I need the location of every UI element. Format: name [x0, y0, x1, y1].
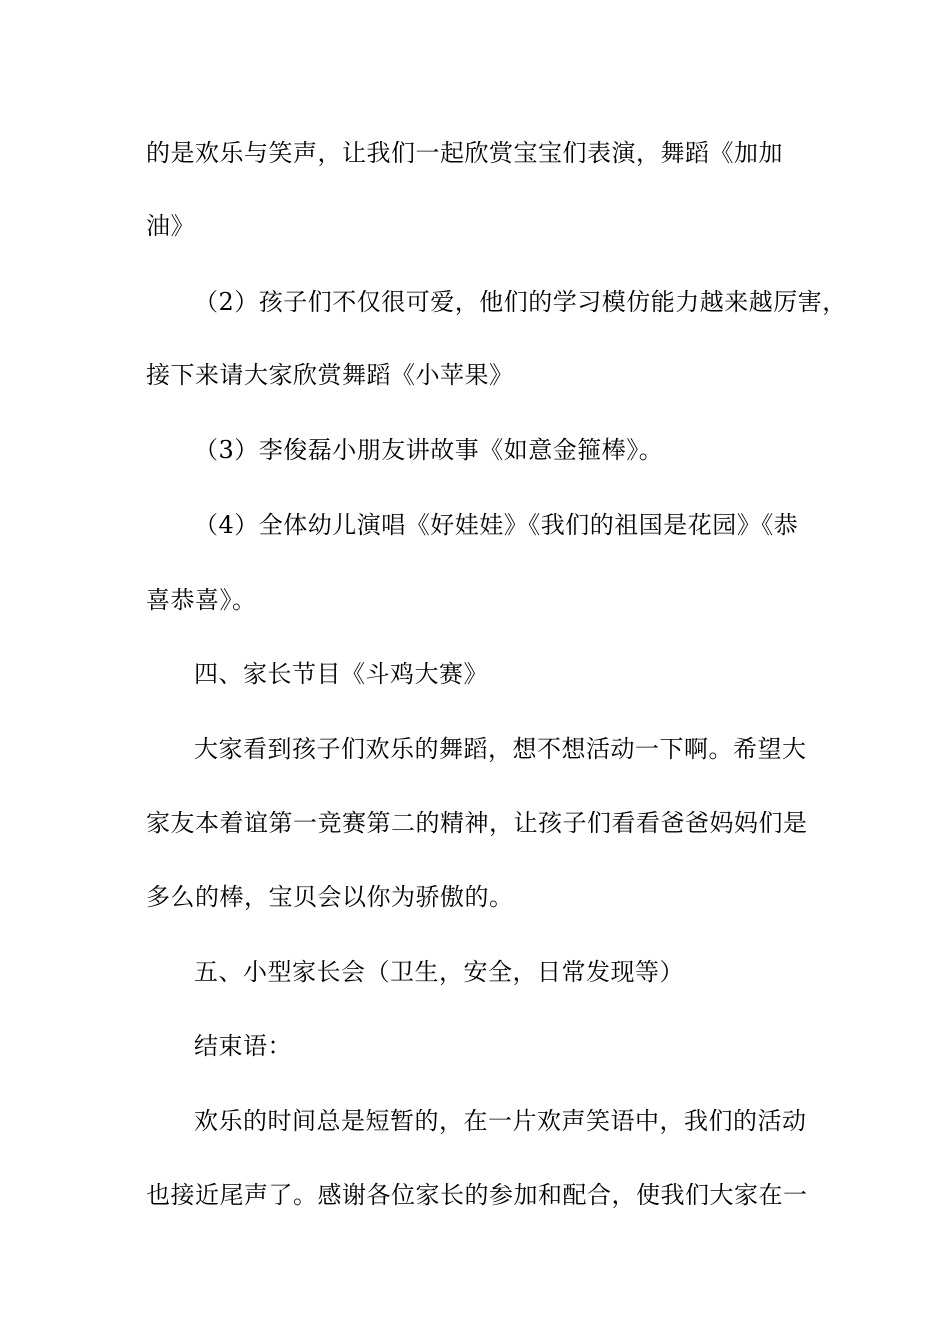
- text-line-10: 家友本着谊第一竞赛第二的精神，让孩子们看看爸爸妈妈们是: [146, 809, 808, 837]
- text-line-3: （2）孩子们不仅很可爱，他们的学习模仿能力越来越厉害，: [194, 288, 847, 316]
- section-heading-5: 五、小型家长会（卫生，安全，日常发现等）: [194, 958, 684, 986]
- text-line-5: （3）李俊磊小朋友讲故事《如意金箍棒》。: [194, 436, 664, 464]
- text-line-9: 大家看到孩子们欢乐的舞蹈，想不想活动一下啊。希望大: [194, 735, 807, 763]
- text-line-6: （4）全体幼儿演唱《好娃娃》《我们的祖国是花园》《恭: [194, 511, 799, 539]
- text-line-4: 接下来请大家欣赏舞蹈《小苹果》: [146, 361, 514, 389]
- text-line-1: 的是欢乐与笑声，让我们一起欣赏宝宝们表演，舞蹈《加加: [146, 139, 783, 167]
- section-heading-4: 四、家长节目《斗鸡大赛》: [194, 660, 488, 688]
- text-line-14: 欢乐的时间总是短暂的，在一片欢声笑语中，我们的活动: [194, 1107, 807, 1135]
- text-line-11: 多么的棒，宝贝会以你为骄傲的。: [146, 883, 514, 911]
- text-line-7: 喜恭喜》。: [146, 586, 257, 614]
- text-line-15: 也接近尾声了。感谢各位家长的参加和配合，使我们大家在一: [146, 1181, 808, 1209]
- text-line-2: 油》: [146, 212, 195, 240]
- closing-heading: 结束语：: [194, 1032, 292, 1060]
